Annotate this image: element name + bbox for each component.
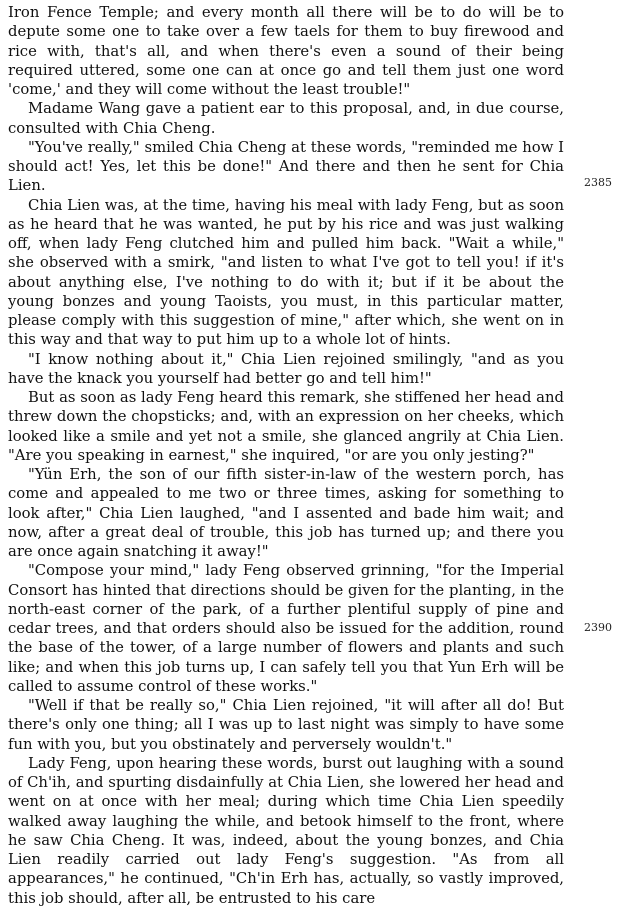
paragraph: Iron Fence Temple; and every month all there will be to do will be to depute some one to take over a few taels for them to buy firewood and rice with, that's all, and when there's even a sound of their being required uttered, some one can at once go and tell them just one word 'come,' and they will come without the least trouble!" (8, 4, 564, 98)
paragraph: Chia Lien was, at the time, having his meal with lady Feng, but as soon as he heard that he was wanted, he put by his rice and was just walking off, when lady Feng clutched him and pulled him back. "Wait a while," she observed with a smirk, "and listen to what I've got to tell you! if it's about anything else, I've nothing to do with it; but if it be about the young bonzes and young Taoists, you must, in this particular matter, please comply with this suggestion of mine," after which, she went on in this way and that way to put him up to a whole lot of hints. (8, 196, 564, 349)
paragraph: But as soon as lady Feng heard this remark, she stiffened her head and threw down the chopsticks; and, with an expression on her cheeks, which looked like a smile and yet not a smile, she glanced angrily at Chia Lien. "Are you speaking in earnest," she inquired, "or are you only jesting?" (8, 389, 564, 464)
line-number: 2390 (584, 621, 612, 634)
paragraph: Madame Wang gave a patient ear to this proposal, and, in due course, consulted with Chia Cheng. (8, 100, 564, 137)
paragraph: Lady Feng, upon hearing these words, burst out laughing with a sound of Ch'ih, and spurting disdainfully at Chia Lien, she lowered her head and went on at once with her meal; during which time Chia Lien speedily walked away laughing the while, and betook himself to the front, where he saw Chia Cheng. It was, indeed, about the young bonzes, and Chia Lien readily carried out lady Feng's suggestion. "As from all appearances," he continued, "Ch'in Erh has, actually, so vastly improved, this job should, after all, be entrusted to his care (8, 754, 564, 907)
paragraph: "You've really," smiled Chia Cheng at these words, "reminded me how I should act! Yes, let this be done!" And there and then he sent for Chia Lien. (8, 138, 564, 195)
paragraph: "Yün Erh, the son of our fifth sister-in-law of the western porch, has come and appealed to me two or three times, asking for something to look after," Chia Lien laughed, "and I assented and bade him wait; and now, after a great deal of trouble, this job has turned up; and there you are once again snatching it away!" (8, 466, 564, 560)
paragraph: "I know nothing about it," Chia Lien rejoined smilingly, "and as you have the knack you yourself had better go and tell him!" (8, 350, 564, 387)
paragraph: "Compose your mind," lady Feng observed grinning, "for the Imperial Consort has hinted that directions should be given for the planting, in the north-east corner of the park, of a further plentiful supply of pine and cedar trees, and that orders should also be issued for the addition, round the base of the tower, of a large number of flowers and plants and such like; and when this job turns up, I can safely tell you that Yun Erh will be called to assume control of these works." (8, 562, 564, 695)
page-text (8, 3, 564, 908)
line-number: 2385 (584, 176, 612, 189)
paragraph: "Well if that be really so," Chia Lien rejoined, "it will after all do! But there's only one thing; all I was up to last night was simply to have some fun with you, but you obstinately and perversely wouldn't." (8, 697, 564, 753)
